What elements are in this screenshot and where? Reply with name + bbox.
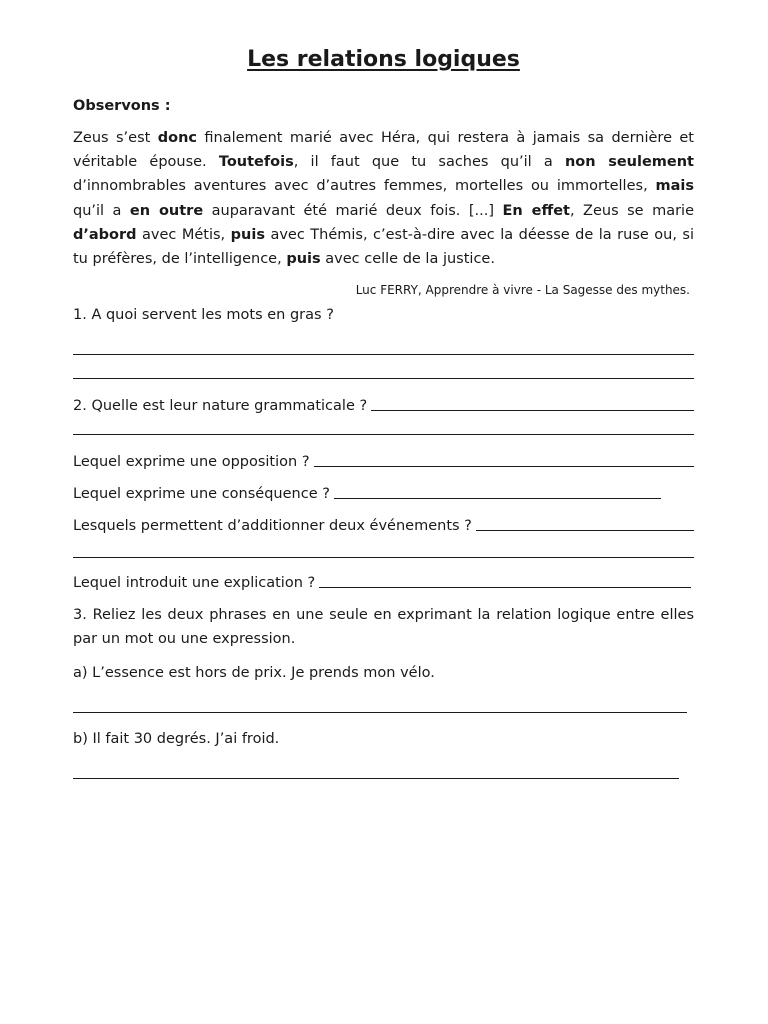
bold-connector: puis	[230, 226, 265, 243]
answer-line-1b[interactable]	[73, 378, 694, 379]
answer-line-opposition[interactable]	[314, 452, 694, 467]
excerpt-text: qu’il a	[73, 202, 130, 219]
bold-connector: d’abord	[73, 226, 137, 243]
excerpt-text: , Zeus se marie	[569, 202, 694, 219]
answer-line-2a[interactable]	[371, 396, 694, 411]
excerpt-text: avec Métis,	[136, 226, 231, 243]
excerpt-text: auparavant été marié deux fois. [...]	[203, 202, 503, 219]
excerpt-paragraph	[73, 126, 694, 271]
bold-connector: puis	[286, 251, 321, 268]
consequence-row	[73, 484, 661, 504]
bold-connector: donc	[157, 130, 197, 146]
answer-line-addition-a[interactable]	[476, 516, 694, 531]
question-addition: Lesquels permettent d’additionner deux événements ?	[73, 518, 472, 534]
answer-line-b[interactable]	[73, 778, 679, 779]
source-citation: Luc FERRY, Apprendre à vivre - La Sagesse des mythes.	[355, 283, 690, 298]
question-opposition: Lequel exprime une opposition ?	[73, 454, 310, 470]
question-explication: Lequel introduit une explication ?	[73, 575, 316, 591]
page-title: Les relations logiques	[247, 47, 520, 72]
addition-row	[73, 516, 694, 536]
bold-connector: en outre	[129, 202, 204, 219]
question-2-row	[73, 396, 694, 416]
observe-heading: Observons :	[73, 98, 171, 114]
answer-line-addition-b[interactable]	[73, 557, 694, 558]
answer-line-2b[interactable]	[73, 434, 694, 435]
question-3: 3. Reliez les deux phrases en une seule en exprimant la relation logique entre elles par un mot ou une expression.	[73, 607, 694, 647]
exercise-b: b) Il fait 30 degrés. J’ai froid.	[73, 731, 280, 747]
answer-line-a[interactable]	[73, 712, 687, 713]
worksheet-page	[73, 46, 694, 299]
explication-row	[73, 573, 691, 593]
excerpt-text: finalement marié avec Héra, qui restera à jamais sa dernière et véritable épouse.	[73, 130, 694, 171]
bold-connector: Toutefois	[218, 154, 294, 171]
excerpt-text: , il faut que tu saches qu’il a	[293, 154, 565, 171]
answer-line-1a[interactable]	[73, 354, 694, 355]
bold-connector: mais	[655, 178, 694, 195]
question-consequence: Lequel exprime une conséquence ?	[73, 486, 330, 502]
excerpt-text: d’innombrables aventures avec d’autres femmes, mortelles ou immortelles,	[73, 178, 656, 195]
bold-connector: non seulement	[564, 154, 694, 171]
answer-line-consequence[interactable]	[334, 484, 661, 499]
excerpt-text: avec celle de la justice.	[320, 251, 495, 268]
excerpt-text: avec Thémis, c’est-à-dire avec la déesse de la ruse ou, si tu préfères, de l’intelligence,	[73, 226, 694, 268]
excerpt-text: Zeus s’est	[73, 130, 158, 146]
answer-line-explication[interactable]	[319, 573, 691, 588]
opposition-row	[73, 452, 694, 472]
exercise-a: a) L’essence est hors de prix. Je prends mon vélo.	[73, 665, 435, 681]
question-1: 1. A quoi servent les mots en gras ?	[73, 307, 334, 323]
bold-connector: En effet	[502, 202, 570, 219]
question-2: 2. Quelle est leur nature grammaticale ?	[73, 398, 368, 414]
